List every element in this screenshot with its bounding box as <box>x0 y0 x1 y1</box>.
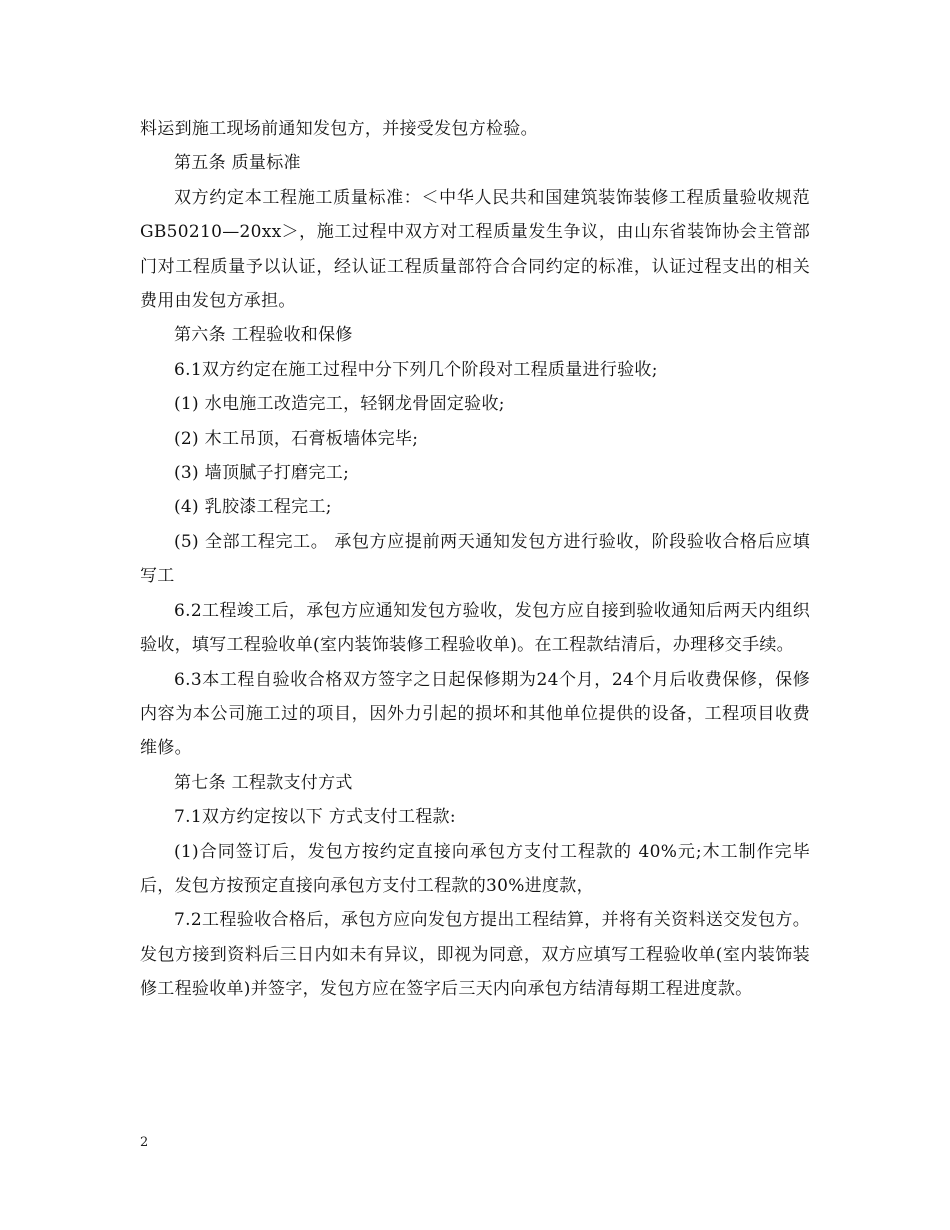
clause-6-3: 6.3本工程自验收合格双方签字之日起保修期为24个月，24个月后收费保修，保修内容为本公司施工过的项目，因外力引起的损坏和其他单位提供的设备，工程项目收费维修。 <box>140 669 810 759</box>
list-item-2: (2) 木工吊顶，石膏板墙体完毕; <box>174 428 419 449</box>
list-item-5: (5) 全部工程完工。 承包方应提前两天通知发包方进行验收，阶段验收合格后应填写工 <box>140 531 810 587</box>
section-heading-5: 第五条 质量标准 <box>174 153 301 174</box>
page-number: 2 <box>140 1135 149 1150</box>
section-heading-6: 第六条 工程验收和保修 <box>174 325 353 346</box>
contract-body <box>140 112 810 1007</box>
section-heading-7: 第七条 工程款支付方式 <box>174 772 353 793</box>
list-item-1: (1) 水电施工改造完工，轻钢龙骨固定验收; <box>174 394 505 415</box>
clause-7-1: 7.1双方约定按以下 方式支付工程款: <box>174 807 456 828</box>
paragraph-quality-standard: 双方约定本工程施工质量标准：＜中华人民共和国建筑装饰装修工程质量验收规范GB50210—20xx＞，施工过程中双方对工程质量发生争议，由山东省装饰协会主管部门对工程质量予以认证，经认证工程质量部符合合同约定的标准，认证过程支出的相关费用由发包方承担。 <box>140 187 810 312</box>
clause-7-1-item-1: (1)合同签订后，发包方按约定直接向承包方支付工程款的 40%元;木工制作完毕后，发包方按预定直接向承包方支付工程款的30%进度款， <box>140 841 810 896</box>
list-item-3: (3) 墙顶腻子打磨完工; <box>174 463 350 484</box>
clause-6-1: 6.1双方约定在施工过程中分下列几个阶段对工程质量进行验收; <box>174 359 658 380</box>
clause-7-2: 7.2工程验收合格后，承包方应向发包方提出工程结算，并将有关资料送交发包方。发包方接到资料后三日内如未有异议，即视为同意，双方应填写工程验收单(室内装饰装修工程验收单)并签字，发包方应在签字后三天内向承包方结清每期工程进度款。 <box>140 910 810 1000</box>
paragraph-continuation: 料运到施工现场前通知发包方，并接受发包方检验。 <box>140 119 538 139</box>
clause-6-2: 6.2工程竣工后，承包方应通知发包方验收，发包方应自接到验收通知后两天内组织验收，填写工程验收单(室内装饰装修工程验收单)。在工程款结清后，办理移交手续。 <box>140 600 810 656</box>
list-item-4: (4) 乳胶漆工程完工; <box>174 497 332 518</box>
